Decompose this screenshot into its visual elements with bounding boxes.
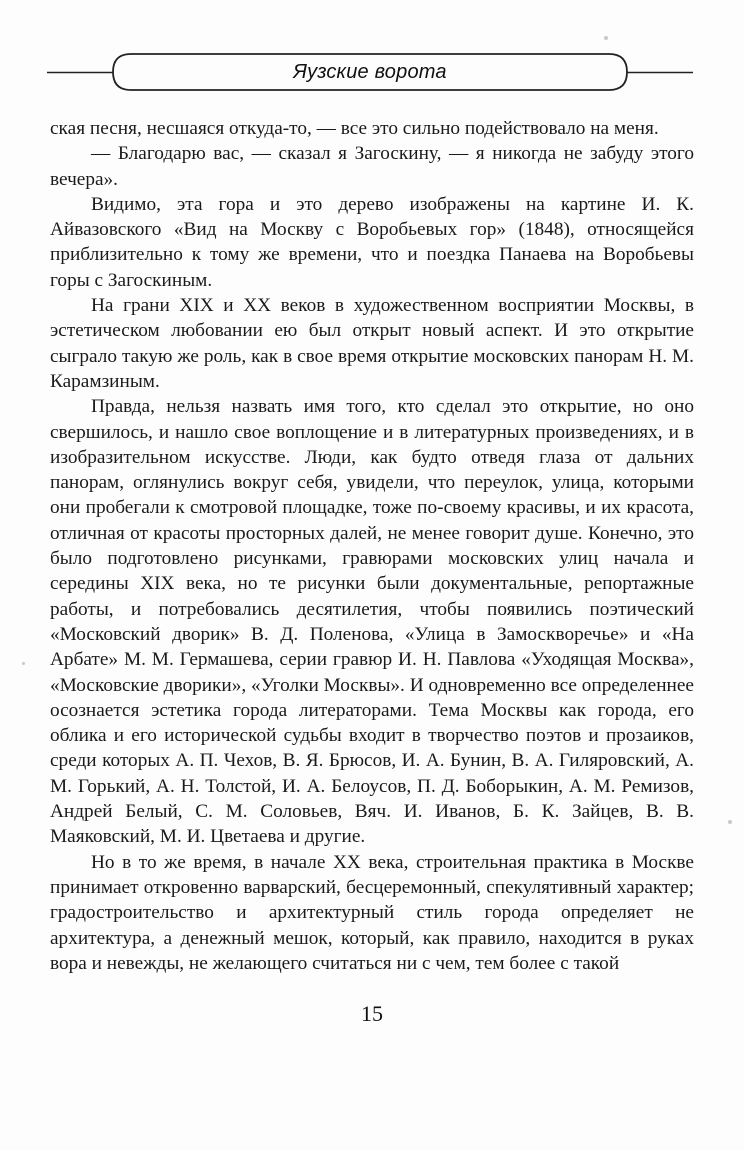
paragraph-3: Видимо, эта гора и это дерево изображены на картине И. К. Айвазовского «Вид на Москву с Воробьевых гор» (1848), относящейся приблизительно к тому же времени, что и поездка Панаева на Воробьевы горы с Загоскиным. [50, 193, 694, 291]
scan-speck [604, 36, 608, 40]
paragraph-1: ская песня, несшаяся откуда-то, — все это сильно подействовало на меня. [50, 118, 659, 139]
paragraph-5: Правда, нельзя назвать имя того, кто сделал это открытие, но оно свершилось, и нашло свое воплощение и в литературных произведениях, и в изобразительном искусстве. Люди, как будто отведя глаза от дальних панорам, оглянулись вокруг себя, увидели, что переулок, улица, которыми они пробегали к смотровой площадке, тоже по-своему красивы, и их красота, отличная от красоты просторных далей, не менее говорит душе. Конечно, это было подготовлено рисунками, гравюрами московских улиц начала и середины XIX века, но те рисунки были документальные, репортажные работы, и потребовались десятилетия, чтобы появились поэтический «Московский дворик» В. Д. Поленова, «Улица в Замоскворечье» и «На Арбате» М. М. Гермашева, серии гравюр И. Н. Павлова «Уходящая Москва», «Московские дворики», «Уголки Москвы». И одновременно все определеннее осознается эстетика города литераторами. Тема Москвы как города, его облика и его исторической судьбы входит в творчество поэтов и прозаиков, среди которых А. П. Чехов, В. Я. Брюсов, И. А. Бунин, В. А. Гиляровский, А. М. Горький, А. Н. Толстой, И. А. Белоусов, П. Д. Боборыкин, А. М. Ремизов, Андрей Белый, С. М. Соловьев, Вяч. И. Иванов, Б. К. Зайцев, В. В. Маяковский, М. И. Цветаева и другие. [50, 396, 694, 848]
running-header [47, 52, 693, 92]
scan-speck [728, 820, 732, 824]
page-number: 15 [361, 1001, 383, 1026]
running-title: Яузские ворота [293, 61, 447, 83]
paragraph-2: — Благодарю вас, — сказал я Загоскину, — я никогда не забуду этого вечера». [50, 143, 694, 190]
paragraph-6: Но в то же время, в начале XX века, строительная практика в Москве принимает откровенно варварский, бесцеремонный, спекулятивный характер; градостроительство и архитектурный стиль города определяет не архитектура, а денежный мешок, который, как правило, находится в руках вора и невежды, не желающего считаться ни с чем, тем более с такой [50, 851, 694, 974]
paragraph-4: На грани XIX и XX веков в художественном восприятии Москвы, в эстетическом любовании ею был открыт новый аспект. И это открытие сыграло такую же роль, как в свое время открытие московских панорам Н. М. Карамзиным. [50, 295, 694, 392]
body-text [50, 116, 694, 976]
scan-speck [22, 662, 25, 665]
